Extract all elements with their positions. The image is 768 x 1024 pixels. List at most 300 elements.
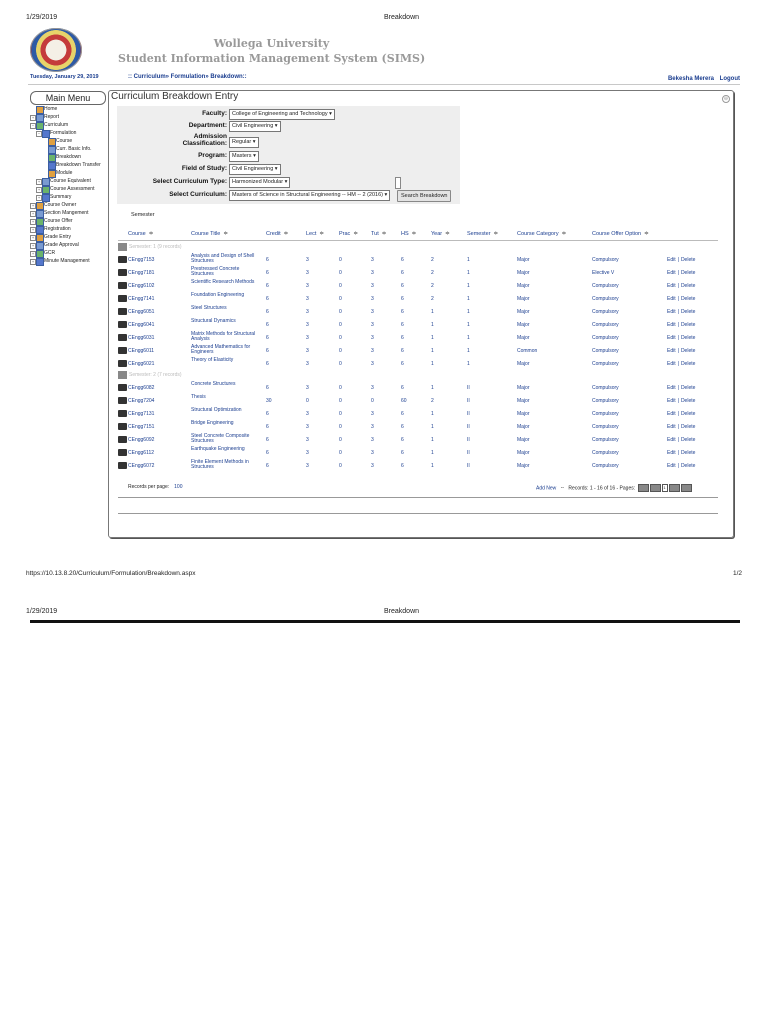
records-per-page-label: Records per page: (128, 484, 170, 490)
row-expand-icon[interactable] (118, 256, 127, 263)
menu-item[interactable] (30, 169, 108, 177)
delete-link[interactable]: Delete (680, 257, 696, 263)
table-cell: 1 (467, 296, 470, 302)
user-bar (664, 76, 740, 82)
row-expand-icon[interactable] (118, 269, 127, 276)
row-expand-icon[interactable] (118, 410, 127, 417)
table-cell: 3 (371, 463, 374, 469)
table-cell: CEngg6021 (128, 361, 155, 367)
table-cell: 0 (339, 463, 342, 469)
edit-link[interactable]: Edit (667, 450, 676, 456)
action-separator: | (677, 322, 679, 328)
print-title-2: Breakdown (384, 608, 420, 615)
column-header-label: HS (401, 231, 409, 237)
row-actions (667, 463, 695, 469)
panel-divider-1 (118, 497, 718, 498)
action-separator: | (677, 296, 679, 302)
table-cell: 1 (467, 283, 470, 289)
table-cell: 1 (431, 424, 434, 430)
table-cell: 0 (339, 411, 342, 417)
menu-item-label: Course Assessment (50, 186, 95, 192)
row-actions (667, 424, 695, 430)
prev-page-icon[interactable] (650, 484, 661, 492)
expand-icon[interactable]: + (37, 187, 41, 192)
table-cell: Major (517, 450, 530, 456)
print-header-page2 (26, 608, 742, 618)
group-collapse-icon[interactable] (118, 371, 127, 379)
row-actions (667, 296, 695, 302)
menu-item[interactable] (30, 209, 108, 217)
row-actions (667, 335, 695, 341)
table-cell: Compulsory (592, 335, 619, 341)
table-row (118, 420, 718, 433)
menu-item-label: Course Equivalent (50, 178, 91, 184)
action-separator: | (677, 450, 679, 456)
edit-link[interactable]: Edit (667, 385, 676, 391)
table-cell: 6 (401, 348, 404, 354)
table-cell: Scientific Research Methods (191, 279, 255, 285)
table-cell: 6 (401, 335, 404, 341)
table-row (118, 357, 718, 370)
table-cell: Compulsory (592, 283, 619, 289)
collapse-icon[interactable]: − (37, 131, 41, 136)
page-rule (30, 620, 740, 623)
menu-item[interactable] (30, 249, 108, 257)
menu-item[interactable] (30, 161, 108, 169)
table-cell: 6 (401, 322, 404, 328)
group-row[interactable] (118, 370, 718, 380)
table-cell: 2 (431, 296, 434, 302)
table-cell: CEngg7153 (128, 257, 155, 263)
table-cell: Compulsory (592, 398, 619, 404)
menu-item-label: Section Mangement (44, 210, 89, 216)
delete-link[interactable]: Delete (680, 335, 696, 341)
group-label: Semester: 2 (7 records) (129, 372, 182, 378)
table-cell: 3 (371, 257, 374, 263)
table-cell: 3 (306, 283, 309, 289)
print-date-2: 1/29/2019 (26, 608, 58, 615)
table-cell: Major (517, 437, 530, 443)
table-cell: 6 (401, 361, 404, 367)
row-actions (667, 322, 695, 328)
column-header[interactable] (467, 231, 498, 237)
row-expand-icon[interactable] (118, 295, 127, 302)
expand-icon[interactable]: + (31, 211, 35, 216)
menu-item[interactable] (30, 137, 108, 145)
table-cell: 60 (401, 398, 407, 404)
delete-link[interactable]: Delete (680, 348, 696, 354)
table-row (118, 433, 718, 446)
breadcrumb: :: Curriculum» Formulation» Breakdown:: (128, 74, 247, 80)
menu-item[interactable] (30, 201, 108, 209)
table-cell: CEngg6092 (128, 437, 155, 443)
table-cell: 2 (431, 283, 434, 289)
table-cell: 6 (266, 283, 269, 289)
table-cell: Compulsory (592, 463, 619, 469)
program-select[interactable]: Masters ▾ (229, 151, 259, 162)
group-collapse-icon[interactable] (118, 243, 127, 251)
delete-link[interactable]: Delete (680, 322, 696, 328)
table-cell: Major (517, 257, 530, 263)
table-cell: 6 (266, 424, 269, 430)
table-cell: Major (517, 385, 530, 391)
column-header-label: Course Category (517, 231, 559, 237)
sort-icon[interactable]: ≑ (148, 231, 154, 237)
table-cell: 3 (306, 296, 309, 302)
table-cell: 6 (401, 296, 404, 302)
sort-icon[interactable]: ≑ (283, 231, 289, 237)
collapse-icon[interactable]: − (31, 123, 35, 128)
column-header[interactable] (306, 231, 324, 237)
expand-icon[interactable]: + (31, 227, 35, 232)
table-cell: 0 (371, 398, 374, 404)
table-cell: 6 (266, 322, 269, 328)
table-cell: 1 (467, 322, 470, 328)
expand-icon[interactable]: + (31, 251, 35, 256)
row-expand-icon[interactable] (118, 436, 127, 443)
menu-item-label: Course Owner (44, 202, 77, 208)
table-cell: Compulsory (592, 424, 619, 430)
menu-item-label: Summary (50, 194, 72, 200)
table-row (118, 279, 718, 292)
table-cell: 3 (371, 348, 374, 354)
table-cell: 3 (371, 424, 374, 430)
edit-link[interactable]: Edit (667, 322, 676, 328)
table-row (118, 331, 718, 344)
table-cell: 0 (339, 398, 342, 404)
table-cell: Major (517, 424, 530, 430)
menu-item[interactable] (30, 257, 108, 265)
edit-link[interactable]: Edit (667, 309, 676, 315)
sort-icon[interactable]: ≑ (644, 231, 649, 237)
action-separator: | (677, 335, 679, 341)
table-cell: 3 (306, 361, 309, 367)
delete-link[interactable]: Delete (680, 463, 696, 469)
sort-icon[interactable]: ≑ (561, 231, 567, 237)
column-header[interactable] (266, 231, 288, 237)
menu-item[interactable] (30, 225, 108, 233)
menu-item[interactable] (30, 105, 108, 113)
table-cell: Compulsory (592, 257, 619, 263)
collapse-icon[interactable]: ⊖ (723, 96, 729, 102)
table-cell: 3 (306, 450, 309, 456)
edit-link[interactable]: Edit (667, 398, 676, 404)
expand-icon[interactable]: + (31, 115, 35, 120)
menu-item-label: Curr. Basic Info. (56, 146, 92, 152)
menu-item[interactable] (30, 241, 108, 249)
row-actions (667, 398, 695, 404)
table-cell: Concrete Structures (191, 381, 236, 387)
table-cell: 0 (339, 335, 342, 341)
row-expand-icon[interactable] (118, 321, 127, 328)
action-separator: | (677, 283, 679, 289)
sort-icon[interactable]: ≑ (445, 231, 450, 237)
row-expand-icon[interactable] (118, 360, 127, 367)
column-header[interactable] (431, 231, 450, 237)
grid-header-divider (118, 240, 718, 241)
row-actions (667, 348, 695, 354)
delete-link[interactable]: Delete (680, 270, 696, 276)
table-row (118, 266, 718, 279)
table-cell: 6 (401, 257, 404, 263)
sort-icon[interactable]: ≑ (411, 231, 417, 237)
table-cell: Steel Structures (191, 305, 227, 311)
records-per-page-value[interactable]: 100 (174, 484, 183, 490)
expand-icon[interactable]: + (31, 259, 35, 264)
table-cell: CEngg6051 (128, 309, 155, 315)
table-cell: 3 (371, 385, 374, 391)
table-cell: 6 (266, 437, 269, 443)
menu-item[interactable] (30, 233, 108, 241)
table-cell: 6 (401, 309, 404, 315)
add-new-link[interactable]: Add New (536, 485, 557, 492)
curriculum-select[interactable]: Masters of Science in Structural Engineering -- HM -- 2 (2016) ▾ (229, 190, 390, 201)
table-cell: 3 (371, 283, 374, 289)
print-header (26, 14, 742, 24)
delete-link[interactable]: Delete (680, 361, 696, 367)
table-cell: Bridge Engineering (191, 420, 234, 426)
first-page-icon[interactable] (638, 484, 649, 492)
table-cell: 1 (467, 309, 470, 315)
group-label: Semester: 1 (9 records) (129, 244, 182, 250)
table-cell: 2 (431, 257, 434, 263)
sort-icon[interactable]: ≑ (381, 231, 387, 237)
sort-icon[interactable]: ≑ (319, 231, 325, 237)
table-row (118, 407, 718, 420)
expand-icon[interactable]: + (37, 195, 41, 200)
edit-link[interactable]: Edit (667, 437, 676, 443)
row-actions (667, 270, 695, 276)
delete-link[interactable]: Delete (680, 398, 696, 404)
pager (536, 484, 692, 492)
delete-link[interactable]: Delete (680, 424, 696, 430)
edit-link[interactable]: Edit (667, 335, 676, 341)
column-header[interactable] (191, 231, 228, 237)
university-name: Wollega University (213, 37, 330, 50)
table-cell: Compulsory (592, 437, 619, 443)
delete-link[interactable]: Delete (680, 309, 696, 315)
column-header[interactable] (401, 231, 416, 237)
row-expand-icon[interactable] (118, 308, 127, 315)
menu-item[interactable] (30, 193, 108, 201)
table-cell: Major (517, 411, 530, 417)
department-select[interactable]: Civil Engineering ▾ (229, 121, 281, 132)
column-header[interactable] (371, 231, 386, 237)
table-cell: Common (517, 348, 538, 354)
field-of-study-select[interactable]: Civil Engineering ▾ (229, 164, 281, 175)
menu-item-label: Home (44, 106, 58, 112)
last-page-icon[interactable] (681, 484, 692, 492)
table-cell: 3 (306, 270, 309, 276)
sort-icon[interactable]: ≑ (493, 231, 499, 237)
table-cell: CEngg6011 (128, 348, 155, 354)
row-actions (667, 361, 695, 367)
table-cell: 0 (339, 309, 342, 315)
menu-item[interactable] (30, 153, 108, 161)
table-cell: CEngg6072 (128, 463, 155, 469)
expand-icon[interactable]: + (31, 219, 35, 224)
table-row (118, 446, 718, 459)
delete-link[interactable]: Delete (680, 385, 696, 391)
table-cell: CEngg7131 (128, 411, 155, 417)
delete-link[interactable]: Delete (680, 283, 696, 289)
table-cell: 2 (431, 398, 434, 404)
edit-link[interactable]: Edit (667, 463, 676, 469)
edit-link[interactable]: Edit (667, 283, 676, 289)
menu-item[interactable] (30, 129, 108, 137)
action-separator: | (677, 398, 679, 404)
expand-icon[interactable]: + (31, 235, 35, 240)
menu-item[interactable] (30, 121, 108, 129)
table-cell: 3 (371, 335, 374, 341)
table-cell: CEngg6041 (128, 322, 155, 328)
table-cell: 6 (266, 348, 269, 354)
menu-item[interactable] (30, 177, 108, 185)
menu-item-label: Report (44, 114, 60, 120)
column-header[interactable] (339, 231, 358, 237)
edit-link[interactable]: Edit (667, 424, 676, 430)
group-row[interactable] (118, 242, 718, 252)
pager-dash: -- (560, 485, 565, 492)
column-header-label: Course (128, 231, 146, 237)
table-cell: CEngg7141 (128, 296, 155, 302)
row-expand-icon[interactable] (118, 449, 127, 456)
menu-item-label: Course Offer (44, 218, 73, 224)
table-cell: Major (517, 361, 530, 367)
delete-link[interactable]: Delete (680, 450, 696, 456)
edit-link[interactable]: Edit (667, 296, 676, 302)
column-header-label: Tut (371, 231, 379, 237)
menu-item-label: Registration (44, 226, 71, 232)
delete-link[interactable]: Delete (680, 411, 696, 417)
edit-link[interactable]: Edit (667, 411, 676, 417)
admission-select[interactable]: Regular ▾ (229, 137, 259, 148)
edit-link[interactable]: Edit (667, 270, 676, 276)
table-cell: 6 (266, 296, 269, 302)
university-logo (30, 28, 82, 72)
search-breakdown-button[interactable]: Search Breakdown (397, 190, 451, 202)
panel-title: Curriculum Breakdown Entry (111, 91, 239, 102)
table-cell: 3 (306, 335, 309, 341)
table-cell: 6 (266, 463, 269, 469)
menu-item-label: GCR (44, 250, 56, 256)
menu-item[interactable] (30, 185, 108, 193)
row-expand-icon[interactable] (118, 347, 127, 354)
table-cell: Compulsory (592, 361, 619, 367)
table-cell: 1 (467, 361, 470, 367)
faculty-label: Faculty: (202, 110, 227, 117)
table-cell: Compulsory (592, 296, 619, 302)
program-label: Program: (198, 152, 227, 159)
print-title: Breakdown (384, 14, 420, 21)
edit-link[interactable]: Edit (667, 348, 676, 354)
delete-link[interactable]: Delete (680, 296, 696, 302)
table-cell: 6 (401, 411, 404, 417)
menu-item[interactable] (30, 217, 108, 225)
table-cell: II (467, 437, 470, 443)
edit-link[interactable]: Edit (667, 257, 676, 263)
table-cell: 6 (401, 463, 404, 469)
table-cell: 0 (339, 437, 342, 443)
edit-link[interactable]: Edit (667, 361, 676, 367)
table-row (118, 381, 718, 394)
table-cell: 2 (431, 270, 434, 276)
table-cell: Earthquake Engineering (191, 446, 245, 452)
column-header-label: Course Offer Option (592, 231, 642, 237)
table-cell: 6 (401, 437, 404, 443)
row-expand-icon[interactable] (118, 282, 127, 289)
delete-link[interactable]: Delete (680, 437, 696, 443)
row-actions (667, 450, 695, 456)
action-separator: | (677, 257, 679, 263)
current-date: Tuesday, January 29, 2019 (30, 74, 99, 80)
menu-item[interactable] (30, 145, 108, 153)
curriculum-type-select[interactable]: Harmonized Modular ▾ (229, 177, 290, 188)
expand-icon[interactable]: + (31, 203, 35, 208)
table-cell: Analysis and Design of Shell Structures (191, 253, 255, 264)
table-cell: 3 (306, 348, 309, 354)
table-cell: 1 (467, 270, 470, 276)
row-actions (667, 411, 695, 417)
table-cell: 6 (266, 270, 269, 276)
table-row (118, 459, 718, 472)
next-page-icon[interactable] (669, 484, 680, 492)
table-row (118, 318, 718, 331)
table-cell: 1 (431, 322, 434, 328)
menu-item[interactable] (30, 113, 108, 121)
table-cell: 0 (339, 270, 342, 276)
info-toggle-box[interactable] (395, 177, 401, 189)
table-cell: CEngg7204 (128, 398, 155, 404)
print-page-number: 1/2 (732, 570, 742, 577)
action-separator: | (677, 348, 679, 354)
table-cell: 0 (339, 385, 342, 391)
table-cell: 1 (467, 348, 470, 354)
admission-label-line2: Classification: (182, 140, 227, 147)
action-separator: | (677, 463, 679, 469)
logout-link[interactable]: Logout (719, 76, 740, 82)
table-cell: Major (517, 463, 530, 469)
row-expand-icon[interactable] (118, 423, 127, 430)
column-header[interactable] (517, 231, 566, 237)
expand-icon[interactable]: + (31, 243, 35, 248)
table-cell: Major (517, 322, 530, 328)
admission-label-line1: Admission (193, 133, 227, 140)
table-cell: II (467, 463, 470, 469)
column-header[interactable] (592, 231, 649, 237)
row-expand-icon[interactable] (118, 334, 127, 341)
table-cell: 3 (371, 437, 374, 443)
faculty-select[interactable]: College of Engineering and Technology ▾ (229, 109, 335, 120)
table-cell: Matrix Methods for Structural Analysis (191, 331, 256, 342)
sort-icon[interactable]: ≑ (223, 231, 228, 237)
row-expand-icon[interactable] (118, 397, 127, 404)
table-cell: 6 (266, 257, 269, 263)
filter-form (117, 106, 460, 204)
table-cell: 3 (371, 450, 374, 456)
table-cell: Compulsory (592, 385, 619, 391)
table-cell: II (467, 450, 470, 456)
row-expand-icon[interactable] (118, 462, 127, 469)
row-expand-icon[interactable] (118, 384, 127, 391)
table-cell: 0 (339, 450, 342, 456)
sort-icon[interactable]: ≑ (353, 231, 358, 237)
table-cell: 3 (306, 437, 309, 443)
expand-icon[interactable]: + (37, 179, 41, 184)
current-page[interactable]: 1 (663, 485, 666, 490)
table-cell: 3 (371, 296, 374, 302)
column-header[interactable] (128, 231, 153, 237)
